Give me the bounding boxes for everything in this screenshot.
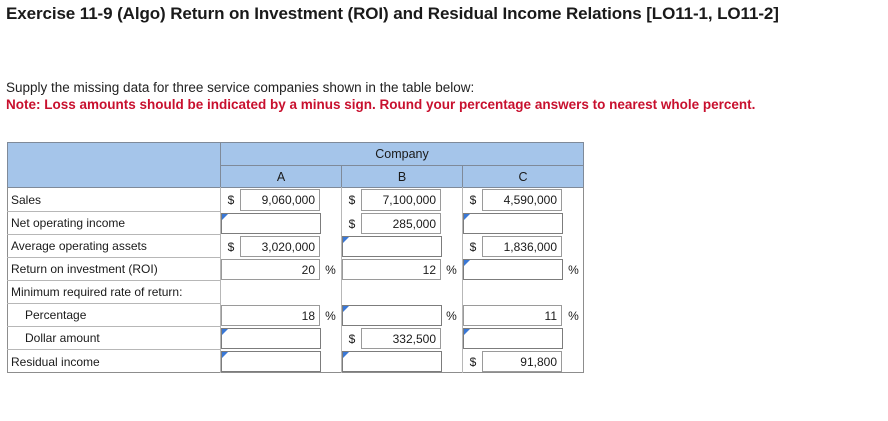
a-roi-value: 20: [301, 262, 315, 277]
row-label-dollar-amount: Dollar amount: [7, 327, 220, 350]
percent-symbol: %: [568, 308, 579, 323]
b-residual-income-input[interactable]: [342, 351, 442, 372]
currency-symbol: $: [469, 193, 477, 207]
percent-symbol: %: [568, 262, 579, 277]
currency-symbol: $: [348, 331, 356, 346]
row-label-average-operating-assets: Average operating assets: [7, 235, 220, 258]
data-table: [7, 142, 584, 372]
a-net-operating-income-input[interactable]: [221, 213, 321, 234]
a-sales-value: 9,060,000: [261, 193, 315, 207]
percent-symbol: %: [325, 308, 336, 323]
value-cell-frame: [240, 236, 320, 257]
value-cell-frame: [361, 189, 441, 211]
value-cell-frame: [221, 305, 320, 326]
value-cell-frame: [221, 259, 320, 280]
value-cell-frame: [482, 236, 562, 257]
row-label-sales: Sales: [7, 188, 220, 212]
header-blank-cell: [7, 142, 221, 188]
value-cell-frame: [482, 189, 562, 211]
currency-symbol: $: [227, 239, 235, 254]
value-cell-frame: [463, 305, 562, 326]
column-header-b: B: [341, 165, 463, 188]
b-sales-value: 7,100,000: [382, 193, 436, 207]
value-cell-frame: [361, 213, 441, 234]
c-sales-value: 4,590,000: [503, 193, 557, 207]
value-cell-frame: [361, 328, 441, 349]
b-net-operating-income-value: 285,000: [392, 216, 436, 231]
exercise-title: Exercise 11-9 (Algo) Return on Investment (ROI) and Residual Income Relations [LO11-1, LO11-2]: [6, 4, 779, 23]
c-dollar-amount-input[interactable]: [463, 328, 563, 349]
percent-symbol: %: [446, 262, 457, 277]
b-dollar-amount-value: 332,500: [392, 331, 436, 346]
row-label-minimum-required-rate: Minimum required rate of return:: [7, 281, 220, 304]
currency-symbol: $: [348, 193, 356, 207]
c-average-assets-value: 1,836,000: [503, 239, 557, 254]
a-dollar-amount-input[interactable]: [221, 328, 321, 349]
b-roi-value: 12: [422, 262, 436, 277]
value-cell-frame: [482, 351, 562, 372]
c-roi-input[interactable]: [463, 259, 563, 280]
currency-symbol: $: [348, 216, 356, 231]
a-average-assets-value: 3,020,000: [261, 239, 315, 254]
value-cell-frame: [342, 259, 441, 280]
b-min-rate-percentage-input[interactable]: [342, 305, 442, 326]
row-label-residual-income: Residual income: [11, 354, 100, 369]
column-header-c: C: [462, 165, 584, 188]
column-header-a: A: [220, 165, 342, 188]
a-min-rate-percentage-value: 18: [301, 308, 315, 323]
percent-symbol: %: [446, 308, 457, 323]
c-min-rate-percentage-value: 11: [544, 308, 557, 323]
row-label-net-operating-income: Net operating income: [7, 212, 220, 235]
row-label-roi: Return on investment (ROI): [7, 258, 220, 281]
value-cell-frame: [240, 189, 320, 211]
a-residual-income-input[interactable]: [221, 351, 321, 372]
row-label-percentage: Percentage: [7, 304, 220, 327]
c-residual-income-value: 91,800: [520, 354, 557, 369]
c-net-operating-income-input[interactable]: [463, 213, 563, 234]
currency-symbol: $: [227, 193, 235, 207]
b-average-assets-input[interactable]: [342, 236, 442, 257]
currency-symbol: $: [469, 354, 477, 369]
currency-symbol: $: [469, 239, 477, 254]
percent-symbol: %: [325, 262, 336, 277]
instructions-text: Supply the missing data for three service companies shown in the table below:: [6, 80, 475, 95]
note-text: Note: Loss amounts should be indicated by a minus sign. Round your percentage answers to nearest whole percent.: [6, 97, 756, 112]
company-group-header: Company: [220, 142, 584, 166]
